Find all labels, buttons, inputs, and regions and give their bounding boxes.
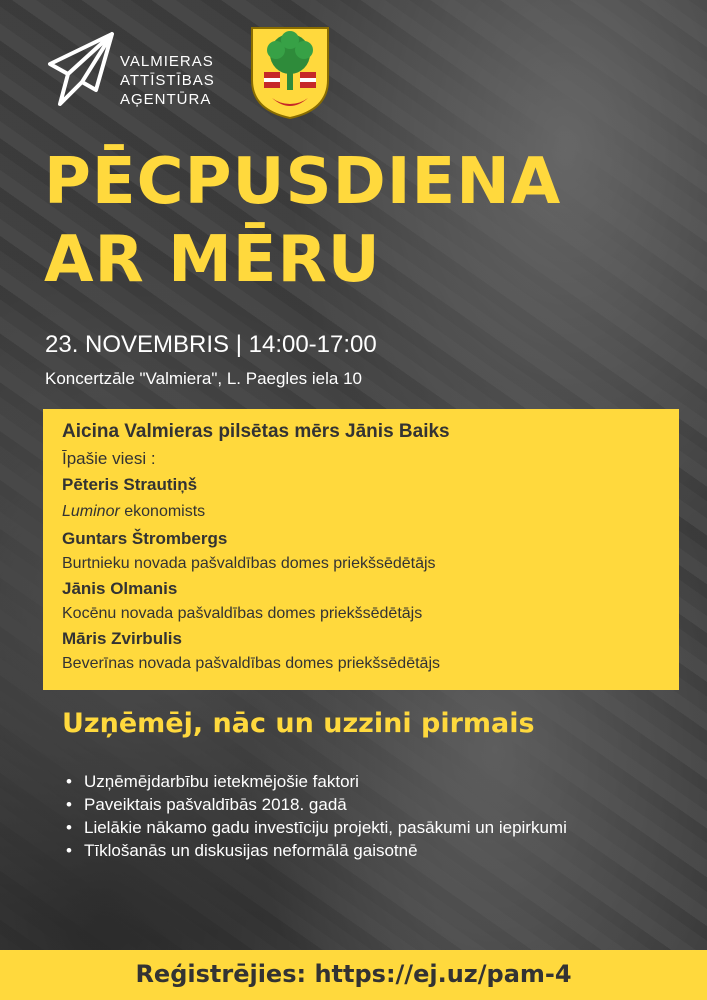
guest-name: Jānis Olmanis <box>62 579 178 598</box>
guest-name: Pēteris Strautiņš <box>62 475 198 494</box>
guests-panel <box>43 409 679 690</box>
paper-plane-icon <box>46 30 116 110</box>
event-title <box>44 143 561 299</box>
agency-name-line3: AĢENTŪRA <box>120 91 212 108</box>
guest-role: Kocēnu novada pašvaldības domes priekšsēdētājs <box>62 605 423 622</box>
event-title-line2: AR MĒRU <box>44 223 381 297</box>
registration-banner <box>0 950 707 1000</box>
guests-label: Īpašie viesi : <box>62 449 156 468</box>
subheading: Uzņēmēj, nāc un uzzini pirmais <box>62 708 535 739</box>
list-item: • Lielākie nākamo gadu investīciju projekti, pasākumi un iepirkumi <box>62 816 567 839</box>
guest-company: Luminor <box>62 503 120 520</box>
event-title-line1: PĒCPUSDIENA <box>44 145 562 219</box>
topics-list <box>62 770 567 862</box>
coat-of-arms-icon <box>248 24 332 120</box>
guest-name: Guntars Štrombergs <box>62 529 228 548</box>
guest-role: Burtnieku novada pašvaldības domes priekšsēdētājs <box>62 555 436 572</box>
event-venue: Koncertzāle "Valmiera", L. Paegles iela 10 <box>45 369 362 388</box>
guest-role: Beverīnas novada pašvaldības domes priekšsēdētājs <box>62 655 440 672</box>
list-item: • Paveiktais pašvaldībās 2018. gadā <box>62 793 567 816</box>
host-line: Aicina Valmieras pilsētas mērs Jānis Baiks <box>62 421 450 442</box>
registration-link[interactable]: Reģistrējies: https://ej.uz/pam-4 <box>135 960 572 988</box>
guest-role <box>62 503 205 521</box>
agency-name-line2: ATTĪSTĪBAS <box>120 72 215 89</box>
event-date-time: 23. NOVEMBRIS | 14:00-17:00 <box>45 331 377 358</box>
guest-name: Māris Zvirbulis <box>62 629 182 648</box>
guest-role-text: ekonomists <box>119 503 206 520</box>
agency-name <box>120 52 215 109</box>
list-item: • Tīklošanās un diskusijas neformālā gaisotnē <box>62 839 567 862</box>
agency-name-line1: VALMIERAS <box>120 53 214 70</box>
agency-logo <box>46 22 226 112</box>
list-item: • Uzņēmējdarbību ietekmējošie faktori <box>62 770 567 793</box>
